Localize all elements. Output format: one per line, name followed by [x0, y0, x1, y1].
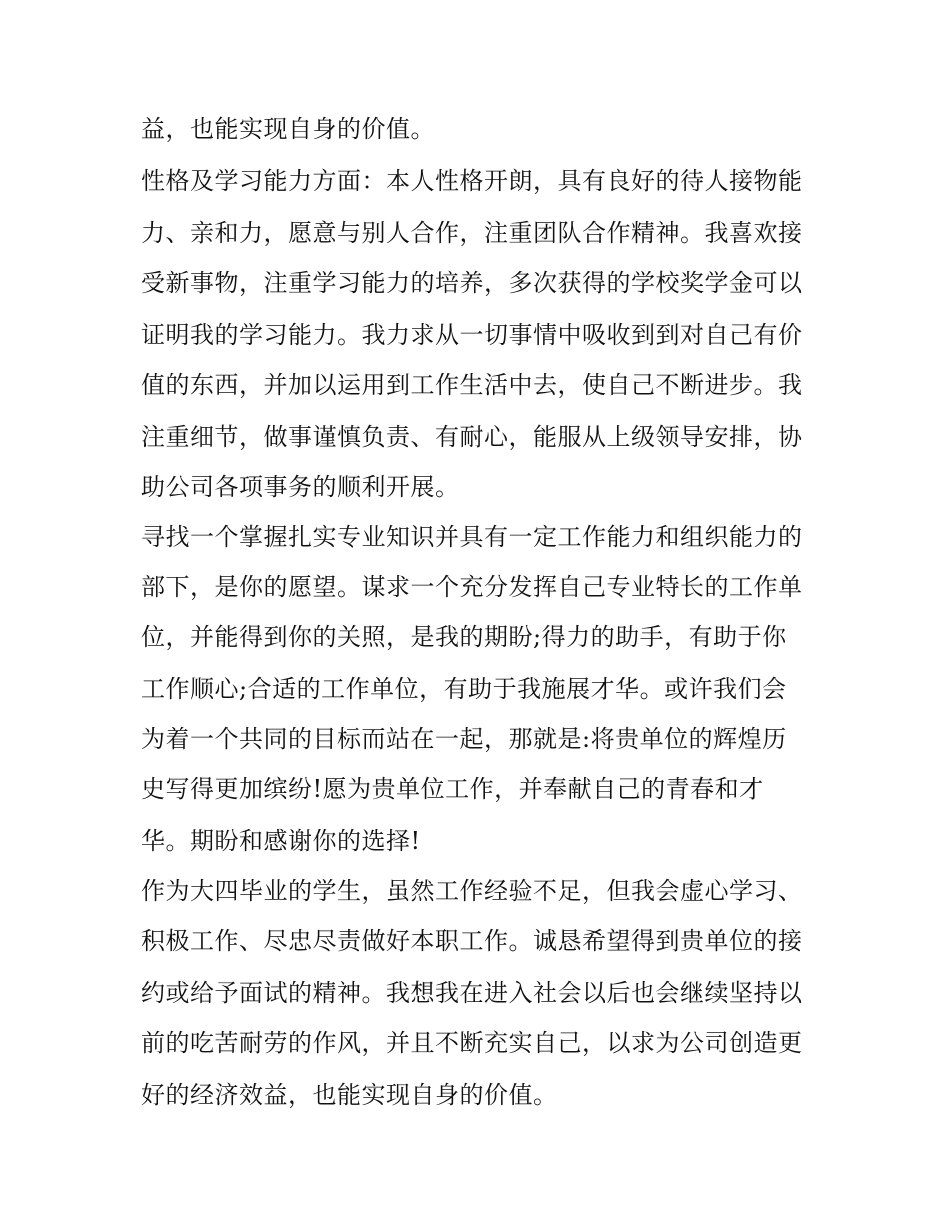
text-line: 性格及学习能力方面：本人性格开朗，具有良好的待人接物能	[141, 167, 803, 195]
text-line: 力、亲和力，愿意与别人合作，注重团队合作精神。我喜欢接	[141, 219, 803, 247]
text-line: 前的吃苦耐劳的作风，并且不断充实自己，以求为公司创造更	[141, 1029, 803, 1057]
text-line: 为着一个共同的目标而站在一起，那就是:将贵单位的辉煌历	[141, 725, 787, 753]
text-line: 受新事物，注重学习能力的培养，多次获得的学校奖学金可以	[141, 269, 803, 297]
text-line: 工作顺心;合适的工作单位，有助于我施展才华。或许我们会	[141, 675, 787, 703]
text-line: 史写得更加缤纷!愿为贵单位工作，并奉献自己的青春和才	[141, 775, 764, 803]
text-line: 助公司各项事务的顺利开展。	[141, 473, 460, 501]
text-line: 注重细节，做事谨慎负责、有耐心，能服从上级领导安排，协	[141, 423, 803, 451]
text-line: 部下，是你的愿望。谋求一个充分发挥自己专业特长的工作单	[141, 573, 803, 601]
text-line: 值的东西，并加以运用到工作生活中去，使自己不断进步。我	[141, 371, 803, 399]
text-line: 约或给予面试的精神。我想我在进入社会以后也会继续坚持以	[141, 979, 803, 1007]
text-line: 作为大四毕业的学生，虽然工作经验不足，但我会虚心学习、	[141, 877, 803, 905]
text-line: 位，并能得到你的关照，是我的期盼;得力的助手，有助于你	[141, 623, 787, 651]
text-line: 证明我的学习能力。我力求从一切事情中吸收到到对自己有价	[141, 321, 803, 349]
text-line: 寻找一个掌握扎实专业知识并具有一定工作能力和组织能力的	[141, 523, 803, 551]
text-line: 好的经济效益，也能实现自身的价值。	[141, 1081, 558, 1109]
text-line: 积极工作、尽忠尽责做好本职工作。诚恳希望得到贵单位的接	[141, 927, 803, 955]
text-line: 华。期盼和感谢你的选择!	[141, 827, 421, 855]
text-line: 益，也能实现自身的价值。	[141, 115, 435, 143]
